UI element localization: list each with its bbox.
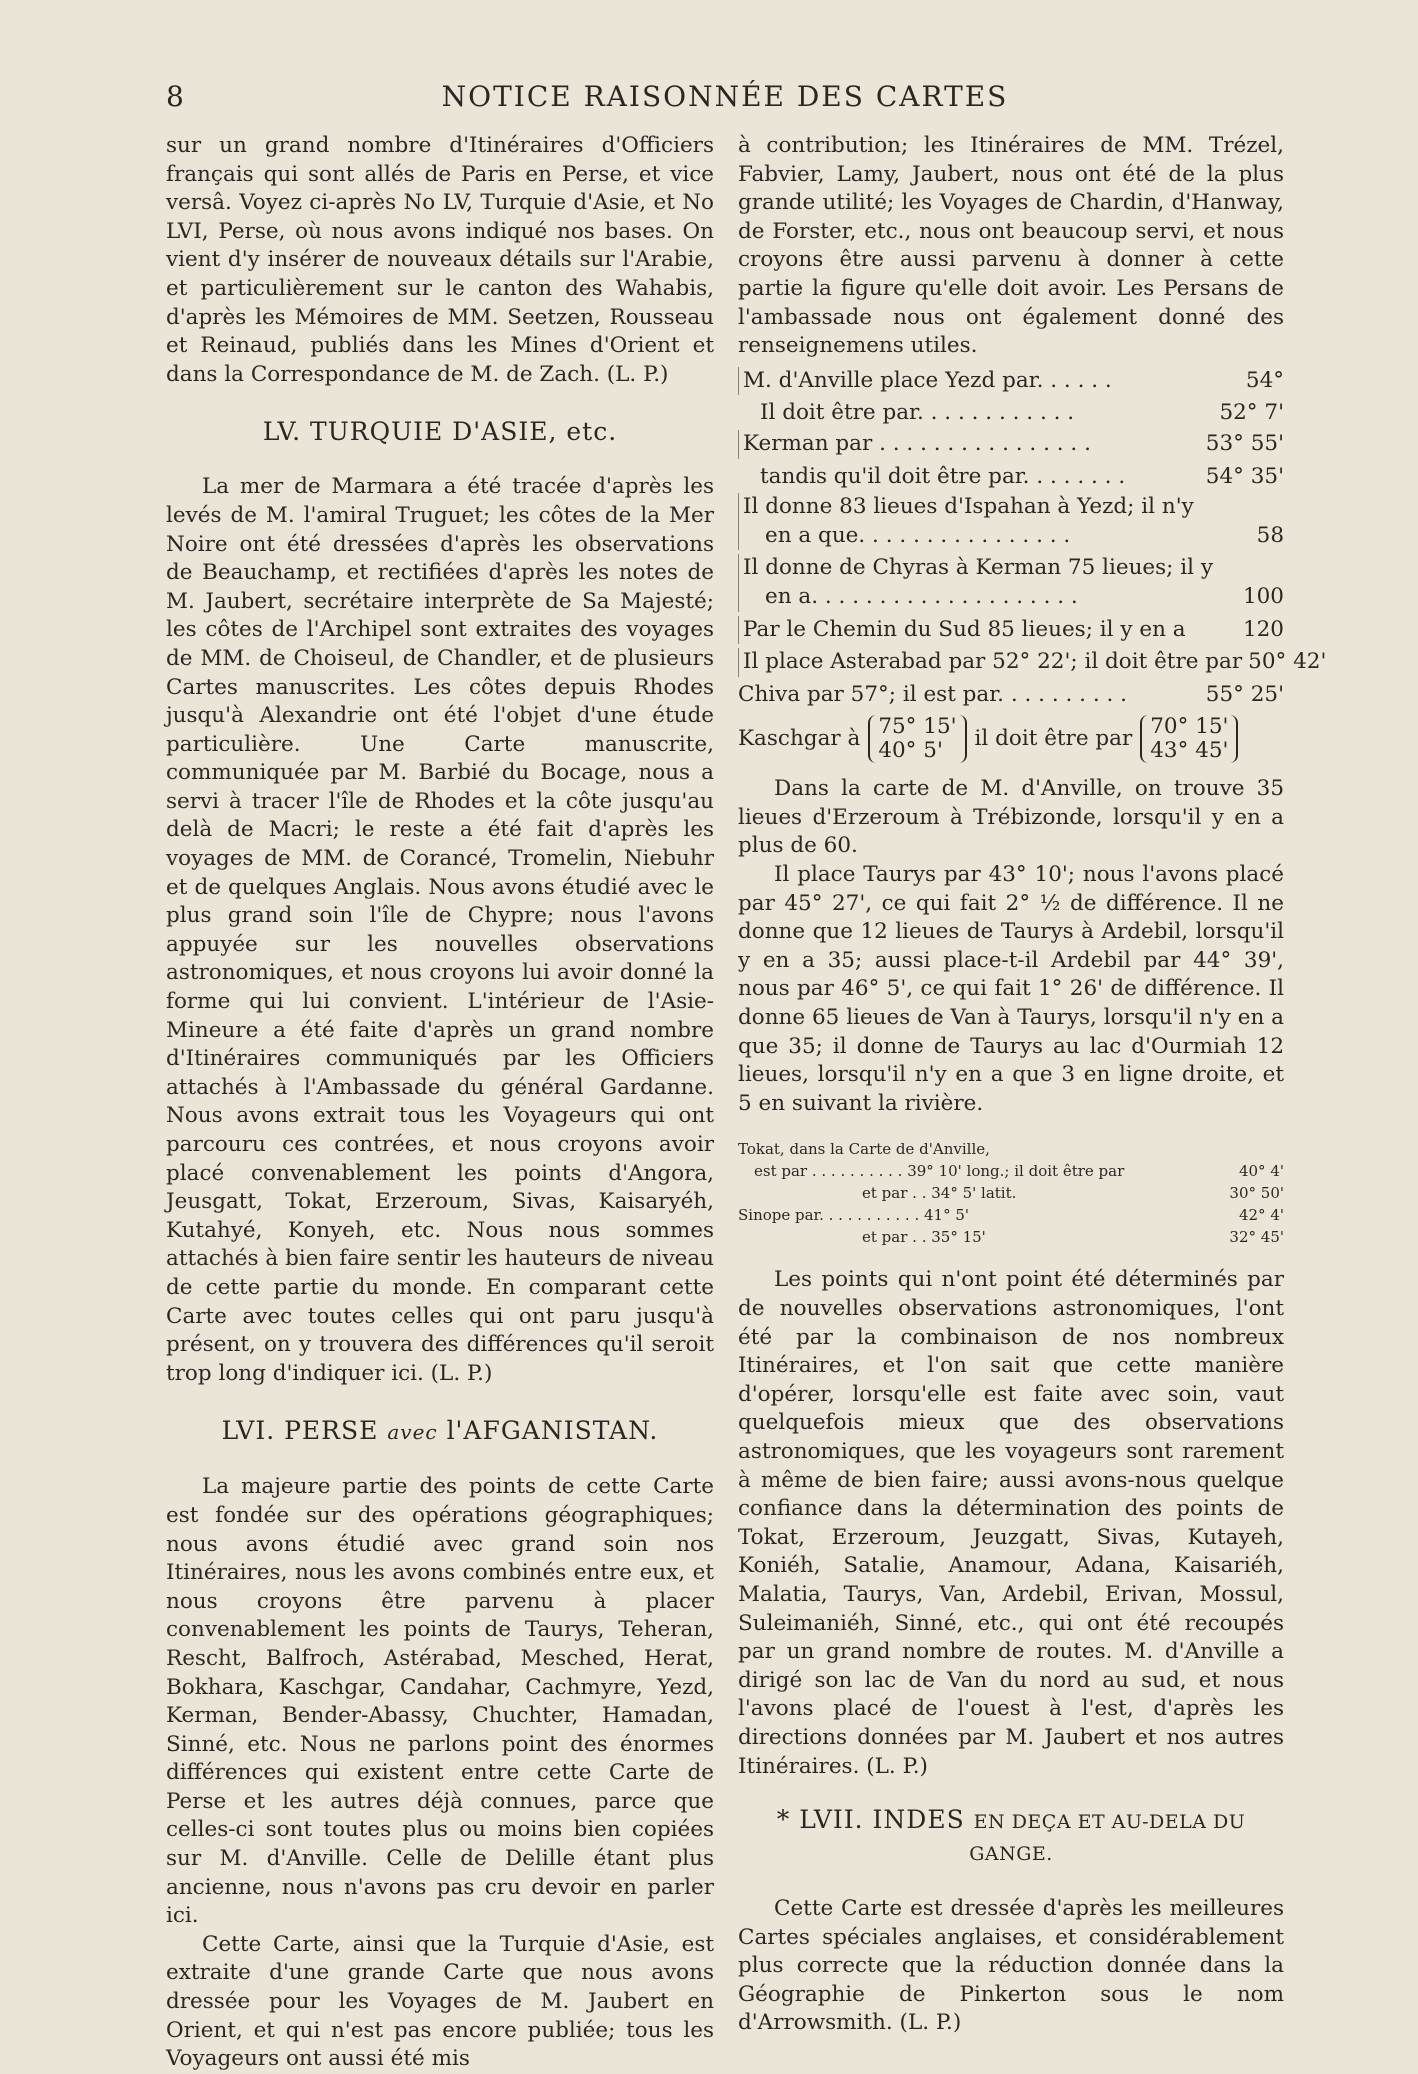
- lvi-paragraph-1: La majeure partie des points de cette Carte est fondée sur des opérations géographiques; nous avons étudié avec grand soin nos Itinéraires, nous les avons combinés entre eux, et nous croyons être parvenu à placer convenablement les points de Taurys, Teheran, Rescht, Balfroch, Astérabad, Mesched, Herat, Bokhara, Kaschgar, Candahar, Cachmyre, Yezd, Kerman, Bender-Abassy, Chuchter, Hamadan, Sinné, etc. Nous ne parlons point des énormes différences qui existent entre cette Carte de Perse et les autres déjà connues, parce que celles-ci sont toutes plus ou moins bien copiées sur M. d'Anville. Celle de Delille étant plus ancienne, nous n'avons pas cru devoir en parler ici.: [166, 1474, 714, 1929]
- row-label: Par le Chemin du Sud 85 lieues; il y en a: [743, 616, 1186, 642]
- right-column: [738, 132, 1327, 2038]
- row-value: 52° 7': [1219, 400, 1284, 426]
- table-row: [738, 367, 1284, 396]
- row-value: 50° 42': [1248, 649, 1327, 675]
- row-label: en a. . . . . . . . . . . . . . . . . . . .: [765, 583, 1078, 609]
- brace-group-b: 70° 15' 43° 45': [1140, 715, 1238, 763]
- row-value: 54°: [1245, 367, 1284, 393]
- kaschgar-middle: il doit être par: [974, 725, 1133, 751]
- row-label: Il place Asterabad par 52° 22'; il doit être par: [743, 649, 1243, 675]
- table-row: [738, 493, 1284, 550]
- row-label: en a que. . . . . . . . . . . . . . . .: [765, 522, 1071, 548]
- row-label: Il donne de Chyras à Kerman 75 lieues; il y: [743, 555, 1213, 581]
- heading-lv: LV. TURQUIE D'ASIE, etc.: [262, 417, 618, 447]
- row-label: M. d'Anville place Yezd par. . . . . .: [743, 367, 1112, 393]
- table-row: [738, 463, 1284, 492]
- row-value: 54° 35': [1205, 463, 1284, 489]
- continuation-paragraph: à contribution; les Itinéraires de MM. Trézel, Fabvier, Lamy, Jaubert, nous ont été de la plus grande utilité; les Voyages de Chardin, d'Hanway, de Forster, etc., nous ont beaucoup servi, et nous croyons être aussi parvenu à donner à cette partie la figure qu'elle doit avoir. Les Persans de l'ambassade nous ont également donné des renseignemens utiles.: [738, 133, 1284, 359]
- anville-paragraph: Dans la carte de M. d'Anville, on trouve 35 lieues d'Erzeroum à Trébizonde, lorsqu'il y en a plus de 60.: [738, 776, 1284, 859]
- heading-lvi-part2: avec: [387, 1420, 438, 1445]
- row-value: 55° 25': [1205, 681, 1284, 707]
- table-row: [738, 430, 1284, 459]
- heading-lvi-part1: LVI. PERSE: [221, 1416, 379, 1446]
- comparison-table: [738, 367, 1327, 764]
- table-row: [738, 399, 1284, 428]
- left-column: [166, 132, 714, 2074]
- table-row: [738, 554, 1284, 611]
- intro-paragraph: sur un grand nombre d'Itinéraires d'Officiers français qui sont allés de Paris en Perse, et vice versâ. Voyez ci-après No LV, Turquie d'Asie, et No LVI, Perse, où nous avons indiqué nos bases. On vient d'y insérer de nouveaux détails sur l'Arabie, et particulièrement sur le canton des Wahabis, d'après les Mémoires de MM. Seetzen, Rousseau et Reinaud, publiés dans les Mines d'Orient et dans la Correspondance de M. de Zach. (L. P.): [166, 133, 714, 387]
- row-value: 53° 55': [1205, 430, 1284, 456]
- running-title: NOTICE RAISONNÉE DES CARTES: [441, 80, 1009, 113]
- table-row: [738, 681, 1284, 710]
- row-value: 100: [1242, 583, 1284, 609]
- lvii-paragraph: Cette Carte est dressée d'après les meilleures Cartes spéciales anglaises, et considérablement plus correcte que la réduction donnée dans la Géographie de Pinkerton sous le nom d'Arrowsmith. (L. P.): [738, 1896, 1284, 2036]
- table-row: est par . . . . . . . . . . 39° 10' long.; il doit être par 40° 4': [754, 1162, 1284, 1181]
- running-header: [166, 80, 1284, 120]
- table-row: et par . . 34° 5' latit. 30° 50': [862, 1184, 1284, 1203]
- heading-lvi-part3: l'AFGANISTAN.: [446, 1416, 659, 1446]
- brace-group-a: 75° 15' 40° 5': [868, 715, 966, 763]
- table-row: Tokat, dans la Carte de d'Anville,: [738, 1140, 990, 1159]
- table-row: [738, 616, 1284, 645]
- kaschgar-brace-row: [738, 715, 1284, 763]
- tokat-table: [738, 1138, 1284, 1248]
- row-label: Chiva par 57°; il est par. . . . . . . . . .: [738, 681, 1128, 707]
- page-number: 8: [166, 80, 184, 113]
- row-label: Kerman par . . . . . . . . . . . . . . . .: [743, 430, 1091, 456]
- row-label: tandis qu'il doit être par. . . . . . . .: [760, 463, 1126, 489]
- row-value: 58: [1256, 522, 1284, 548]
- heading-lvii: [738, 1805, 1284, 1869]
- row-label: Il doit être par. . . . . . . . . . . .: [760, 400, 1075, 426]
- row-label: Il donne 83 lieues d'Ispahan à Yezd; il n'y: [743, 494, 1194, 520]
- table-row: et par . . 35° 15' 32° 45': [862, 1228, 1284, 1247]
- heading-lvi: [166, 1416, 714, 1447]
- kaschgar-label: Kaschgar à: [738, 725, 861, 751]
- lvi-paragraph-2: Cette Carte, ainsi que la Turquie d'Asie, est extraite d'une grande Carte que nous avons dressée pour les Voyages de M. Jaubert en Orient, et qui n'est pas encore publiée; tous les Voyageurs ont aussi été mis: [166, 1931, 714, 2072]
- table-row: [738, 648, 1327, 677]
- taurys-paragraph: Il place Taurys par 43° 10'; nous l'avons placé par 45° 27', ce qui fait 2° ½ de différence. Il ne donne que 12 lieues de Taurys à Ardebil, lorsqu'il y en a 35; aussi place-t-il Ardebil par 44° 39', nous par 46° 5', ce qui fait 1° 26' de différence. Il donne 65 lieues de Van à Taurys, lorsqu'il n'y en a que 35; il donne de Taurys au lac d'Ourmiah 12 lieues, lorsqu'il n'y en a que 3 en ligne droite, et 5 en suivant la rivière.: [738, 862, 1284, 1116]
- row-value: 120: [1242, 616, 1284, 642]
- lv-paragraph: La mer de Marmara a été tracée d'après les levés de M. l'amiral Truguet; les côtes de la Mer Noire ont été dressées d'après les observations de Beauchamp, et rectifiées d'après les notes de M. Jaubert, secrétaire interprète de Sa Majesté; les côtes de l'Archipel sont extraites des voyages de MM. de Choiseul, de Chandler, et de plusieurs Cartes manuscrites. Les côtes depuis Rhodes jusqu'à Alexandrie ont été l'objet d'une étude particulière. Une Carte manuscrite, communiquée par M. Barbié du Bocage, nous a servi à tracer l'île de Rhodes et la côte jusqu'au delà de Macri; le reste a été fait d'après les voyages de MM. de Corancé, Tromelin, Niebuhr et de quelques Anglais. Nous avons étudié avec le plus grand soin l'île de Chypre; nous l'avons appuyée sur les nouvelles observations astronomiques, et nous croyons lui avoir donné la forme qui lui convient. L'intérieur de l'Asie-Mineure a été faite d'après un grand nombre d'Itinéraires communiqués par les Officiers attachés à l'Ambassade du général Gardanne. Nous avons extrait tous les Voyageurs qui ont parcouru ces contrées, et nous croyons avoir placé convenablement les points d'Angora, Jeusgatt, Tokat, Erzeroum, Sivas, Kaisaryéh, Kutahyé, Konyeh, etc. Nous nous sommes attachés à bien faire sentir les hauteurs de niveau de cette partie du monde. En comparant cette Carte avec toutes celles qui ont paru jusqu'à présent, on y trouvera des différences qu'il seroit trop long d'indiquer ici. (L. P.): [166, 474, 714, 1386]
- heading-lvii-part1: * LVII. INDES: [776, 1805, 965, 1835]
- table-row: Sinope par. . . . . . . . . . . 41° 5' 42° 4': [738, 1206, 1284, 1225]
- points-paragraph: Les points qui n'ont point été déterminés par de nouvelles observations astronomiques, l'ont été par la combinaison de nos nombreux Itinéraires, et l'on sait que cette manière d'opérer, lorsqu'elle est faite avec soin, vaut quelquefois mieux que des observations astronomiques, que les voyageurs sont rarement à même de bien faire; aussi avons-nous quelque confiance dans la détermination des points de Tokat, Erzeroum, Jeuzgatt, Sivas, Kutayeh, Koniéh, Satalie, Anamour, Adana, Kaisariéh, Malatia, Taurys, Van, Ardebil, Erivan, Mossul, Suleimaniéh, Sinné, etc., qui ont été recoupés par un grand nombre de routes. M. d'Anville a dirigé son lac de Van du nord au sud, et nous l'avons placé de l'ouest à l'est, d'après les directions données par M. Jaubert et nos autres Itinéraires. (L. P.): [738, 1267, 1284, 1779]
- heading-lvii-part2: EN DEÇA ET AU-DELA DU GANGE.: [969, 1811, 1246, 1866]
